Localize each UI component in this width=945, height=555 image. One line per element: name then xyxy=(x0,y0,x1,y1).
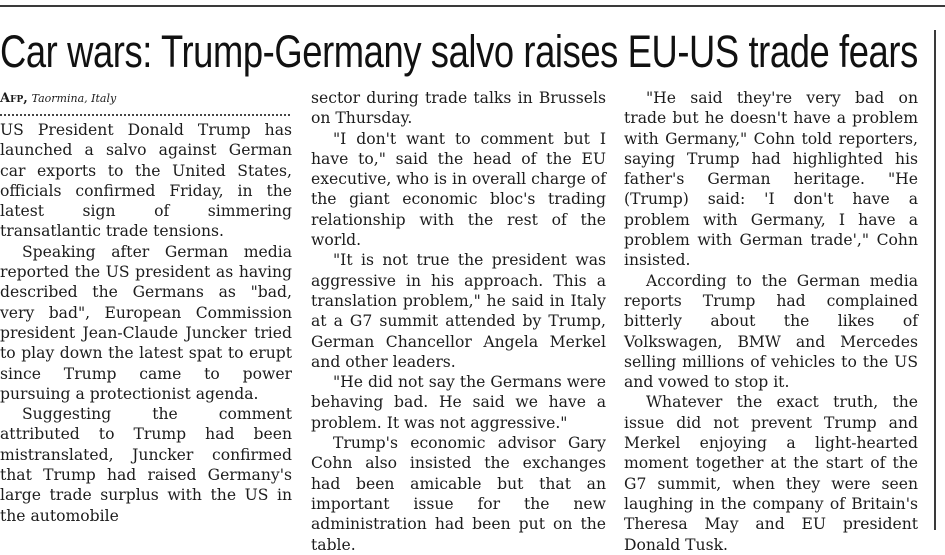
byline xyxy=(0,88,292,109)
article-column-1 xyxy=(0,88,292,526)
article-column-2 xyxy=(311,88,606,555)
paragraph: US President Donald Trump has launched a salvo against German car exports to the United States, officials confirmed Friday, in the latest sign of simmering transatlantic trade tensions. xyxy=(0,121,292,241)
paragraph: Whatever the exact truth, the issue did not prevent Trump and Merkel enjoying a light-hearted moment together at the start of the G7 summit, when they were seen laughing in the company of Britain's Theresa May and EU president Donald Tusk. xyxy=(624,393,918,554)
paragraph: Speaking after German media reported the US president as having described the Germans as "bad, very bad", European Commission president Jean-Claude Juncker tried to play down the latest spat to erupt since Trump came to power pursuing a protectionist agenda. xyxy=(0,242,292,403)
article-column-3 xyxy=(624,88,918,555)
byline-place: Taormina, Italy xyxy=(31,92,117,105)
column-rule-right xyxy=(934,30,936,530)
paragraph: According to the German media reports Trump had complained bitterly about the likes of Volkswagen, BMW and Mercedes selling millions of vehicles to the US and vowed to stop it. xyxy=(624,271,918,392)
paragraph: "It is not true the president was aggressive in his approach. This a translation problem," he said in Italy at a G7 summit attended by Trump, German Chancellor Angela Merkel and other leaders. xyxy=(311,251,606,371)
paragraph: Trump's economic advisor Gary Cohn also insisted the exchanges had been amicable but that an important issue for the new administration had been put on the table. xyxy=(311,434,606,554)
paragraph: sector during trade talks in Brussels on Thursday. xyxy=(311,89,606,128)
paragraph: Suggesting the comment attributed to Trump had been mistranslated, Juncker confirmed that Trump had raised Germany's large trade surplus with the US in the automobile xyxy=(0,405,292,525)
article-headline: Car wars: Trump-Germany salvo raises EU-US trade fears xyxy=(0,26,918,77)
top-rule xyxy=(0,5,945,7)
paragraph: "He said they're very bad on trade but he doesn't have a problem with Germany," Cohn told reporters, saying Trump had highlighted his father's German heritage. "He (Trump) said: 'I don't have a problem with Germany, I have a problem with German trade'," Cohn insisted. xyxy=(624,89,918,270)
byline-divider xyxy=(0,109,290,116)
byline-agency: Afp, xyxy=(0,91,28,106)
paragraph: "I don't want to comment but I have to," said the head of the EU executive, who is in overall charge of the giant economic bloc's trading relationship with the rest of the world. xyxy=(311,129,606,250)
paragraph: "He did not say the Germans were behaving bad. He said we have a problem. It was not aggressive." xyxy=(311,373,606,432)
